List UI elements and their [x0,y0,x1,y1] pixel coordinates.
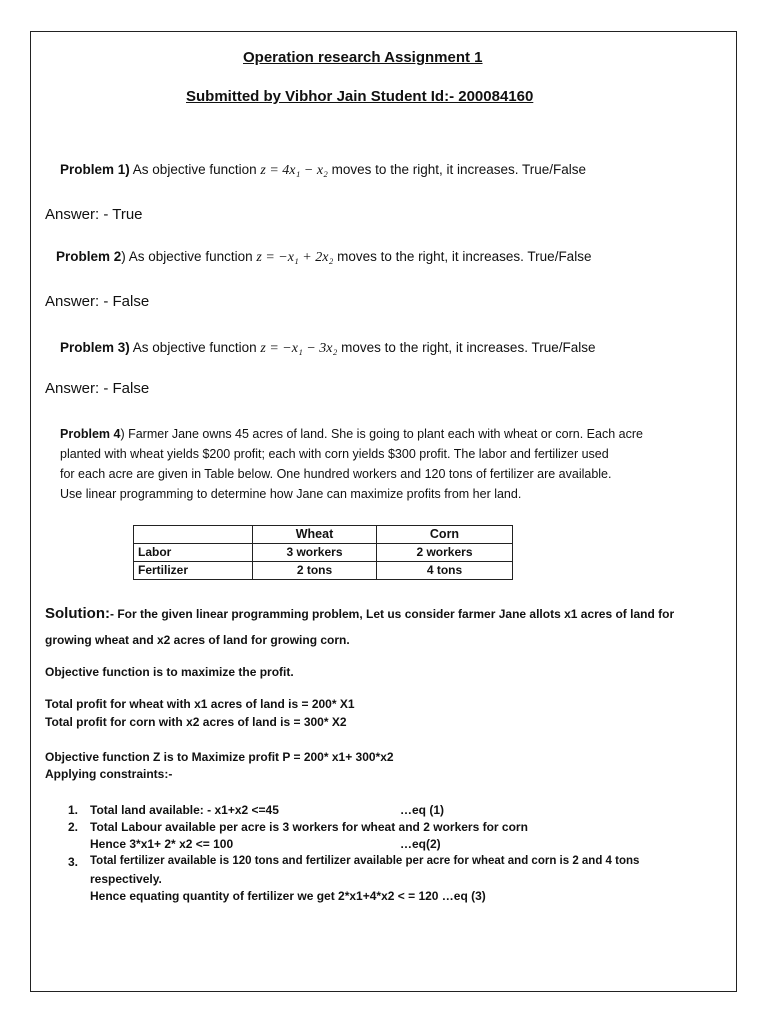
constraint-2-number: 2. [68,820,79,834]
table-header-cell: Wheat [253,526,377,544]
problem-2 [56,249,591,266]
profit-wheat: Total profit for wheat with x1 acres of land is = 200* X1 [45,697,355,711]
answer-1: Answer: - True [45,206,143,223]
problem-3-label: Problem 3) [60,340,130,355]
table-cell: 2 workers [377,544,513,562]
constraint-3-text: Total fertilizer available is 120 tons and fertilizer available per acre for wheat and corn is 2 and 4 tons [90,855,640,867]
problem-3-formula: z = −x₁ − 3x₂ [260,341,338,356]
constraint-1-text: Total land available: - x1+x2 <=45 [90,803,279,817]
table-row [134,562,513,580]
solution-line-1 [45,605,674,623]
constraint-2-sub: Hence 3*x1+ 2* x2 <= 100 [90,837,234,851]
table-cell: Labor [134,544,253,562]
resource-table [133,525,513,580]
problem-4 [60,424,680,504]
solution-line-2: growing wheat and x2 acres of land for growing corn. [45,633,350,647]
problem-4-line-1-text: ) Farmer Jane owns 45 acres of land. She is going to plant each with wheat or corn. Each acre [120,427,643,441]
answer-3: Answer: - False [45,380,150,397]
problem-2-label: Problem 2 [56,249,122,264]
problem-1-formula: z = 4x₁ − x₂ [260,163,328,178]
document-subtitle: Submitted by Vibhor Jain Student Id:- 200084160 [186,88,534,105]
problem-4-line-4: Use linear programming to determine how Jane can maximize profits from her land. [60,487,522,501]
solution-heading: Solution: [45,605,110,622]
table-cell: 4 tons [377,562,513,580]
table-header-row [134,526,513,544]
problem-2-formula: z = −x₁ + 2x₂ [256,250,334,265]
objective-statement: Objective function is to maximize the profit. [45,665,294,679]
problem-1-label: Problem 1) [60,162,130,177]
problem-2-post: moves to the right, it increases. True/False [337,249,592,264]
problem-3-pre: As objective function [132,340,257,355]
document-title: Operation research Assignment 1 [243,49,483,66]
constraints-heading: Applying constraints:- [45,767,173,781]
problem-1-pre: As objective function [132,162,257,177]
constraint-1-number: 1. [68,803,79,817]
problem-2-pre: ) As objective function [121,249,253,264]
constraint-2-eq: …eq(2) [400,837,441,851]
constraint-1-eq: …eq (1) [400,803,445,817]
answer-2: Answer: - False [45,293,150,310]
constraint-2-text: Total Labour available per acre is 3 workers for wheat and 2 workers for corn [90,820,528,834]
constraint-3-number: 3. [68,855,79,869]
constraint-3-text-2: respectively. [90,872,162,886]
problem-1 [60,162,586,179]
problem-4-label: Problem 4 [60,427,121,441]
table-row [134,544,513,562]
table-header-cell: Corn [377,526,513,544]
problem-3-post: moves to the right, it increases. True/False [341,340,596,355]
problem-1-post: moves to the right, it increases. True/False [331,162,587,177]
table-cell: 3 workers [253,544,377,562]
constraint-3-sub: Hence equating quantity of fertilizer we get 2*x1+4*x2 < = 120 …eq (3) [90,889,486,903]
table-header-cell [134,526,253,544]
profit-corn: Total profit for corn with x2 acres of land is = 300* X2 [45,715,347,729]
solution-line-1-text: - For the given linear programming problem, Let us consider farmer Jane allots x1 acres of land for [109,607,675,621]
objective-z: Objective function Z is to Maximize profit P = 200* x1+ 300*x2 [45,750,394,764]
table-cell: Fertilizer [134,562,253,580]
table-cell: 2 tons [253,562,377,580]
problem-4-line-2: planted with wheat yields $200 profit; each with corn yields $300 profit. The labor and fertilizer used [60,447,609,461]
problem-3 [60,340,595,357]
problem-4-line-1 [60,424,680,444]
problem-4-line-3: for each acre are given in Table below. One hundred workers and 120 tons of fertilizer are available. [60,467,612,481]
